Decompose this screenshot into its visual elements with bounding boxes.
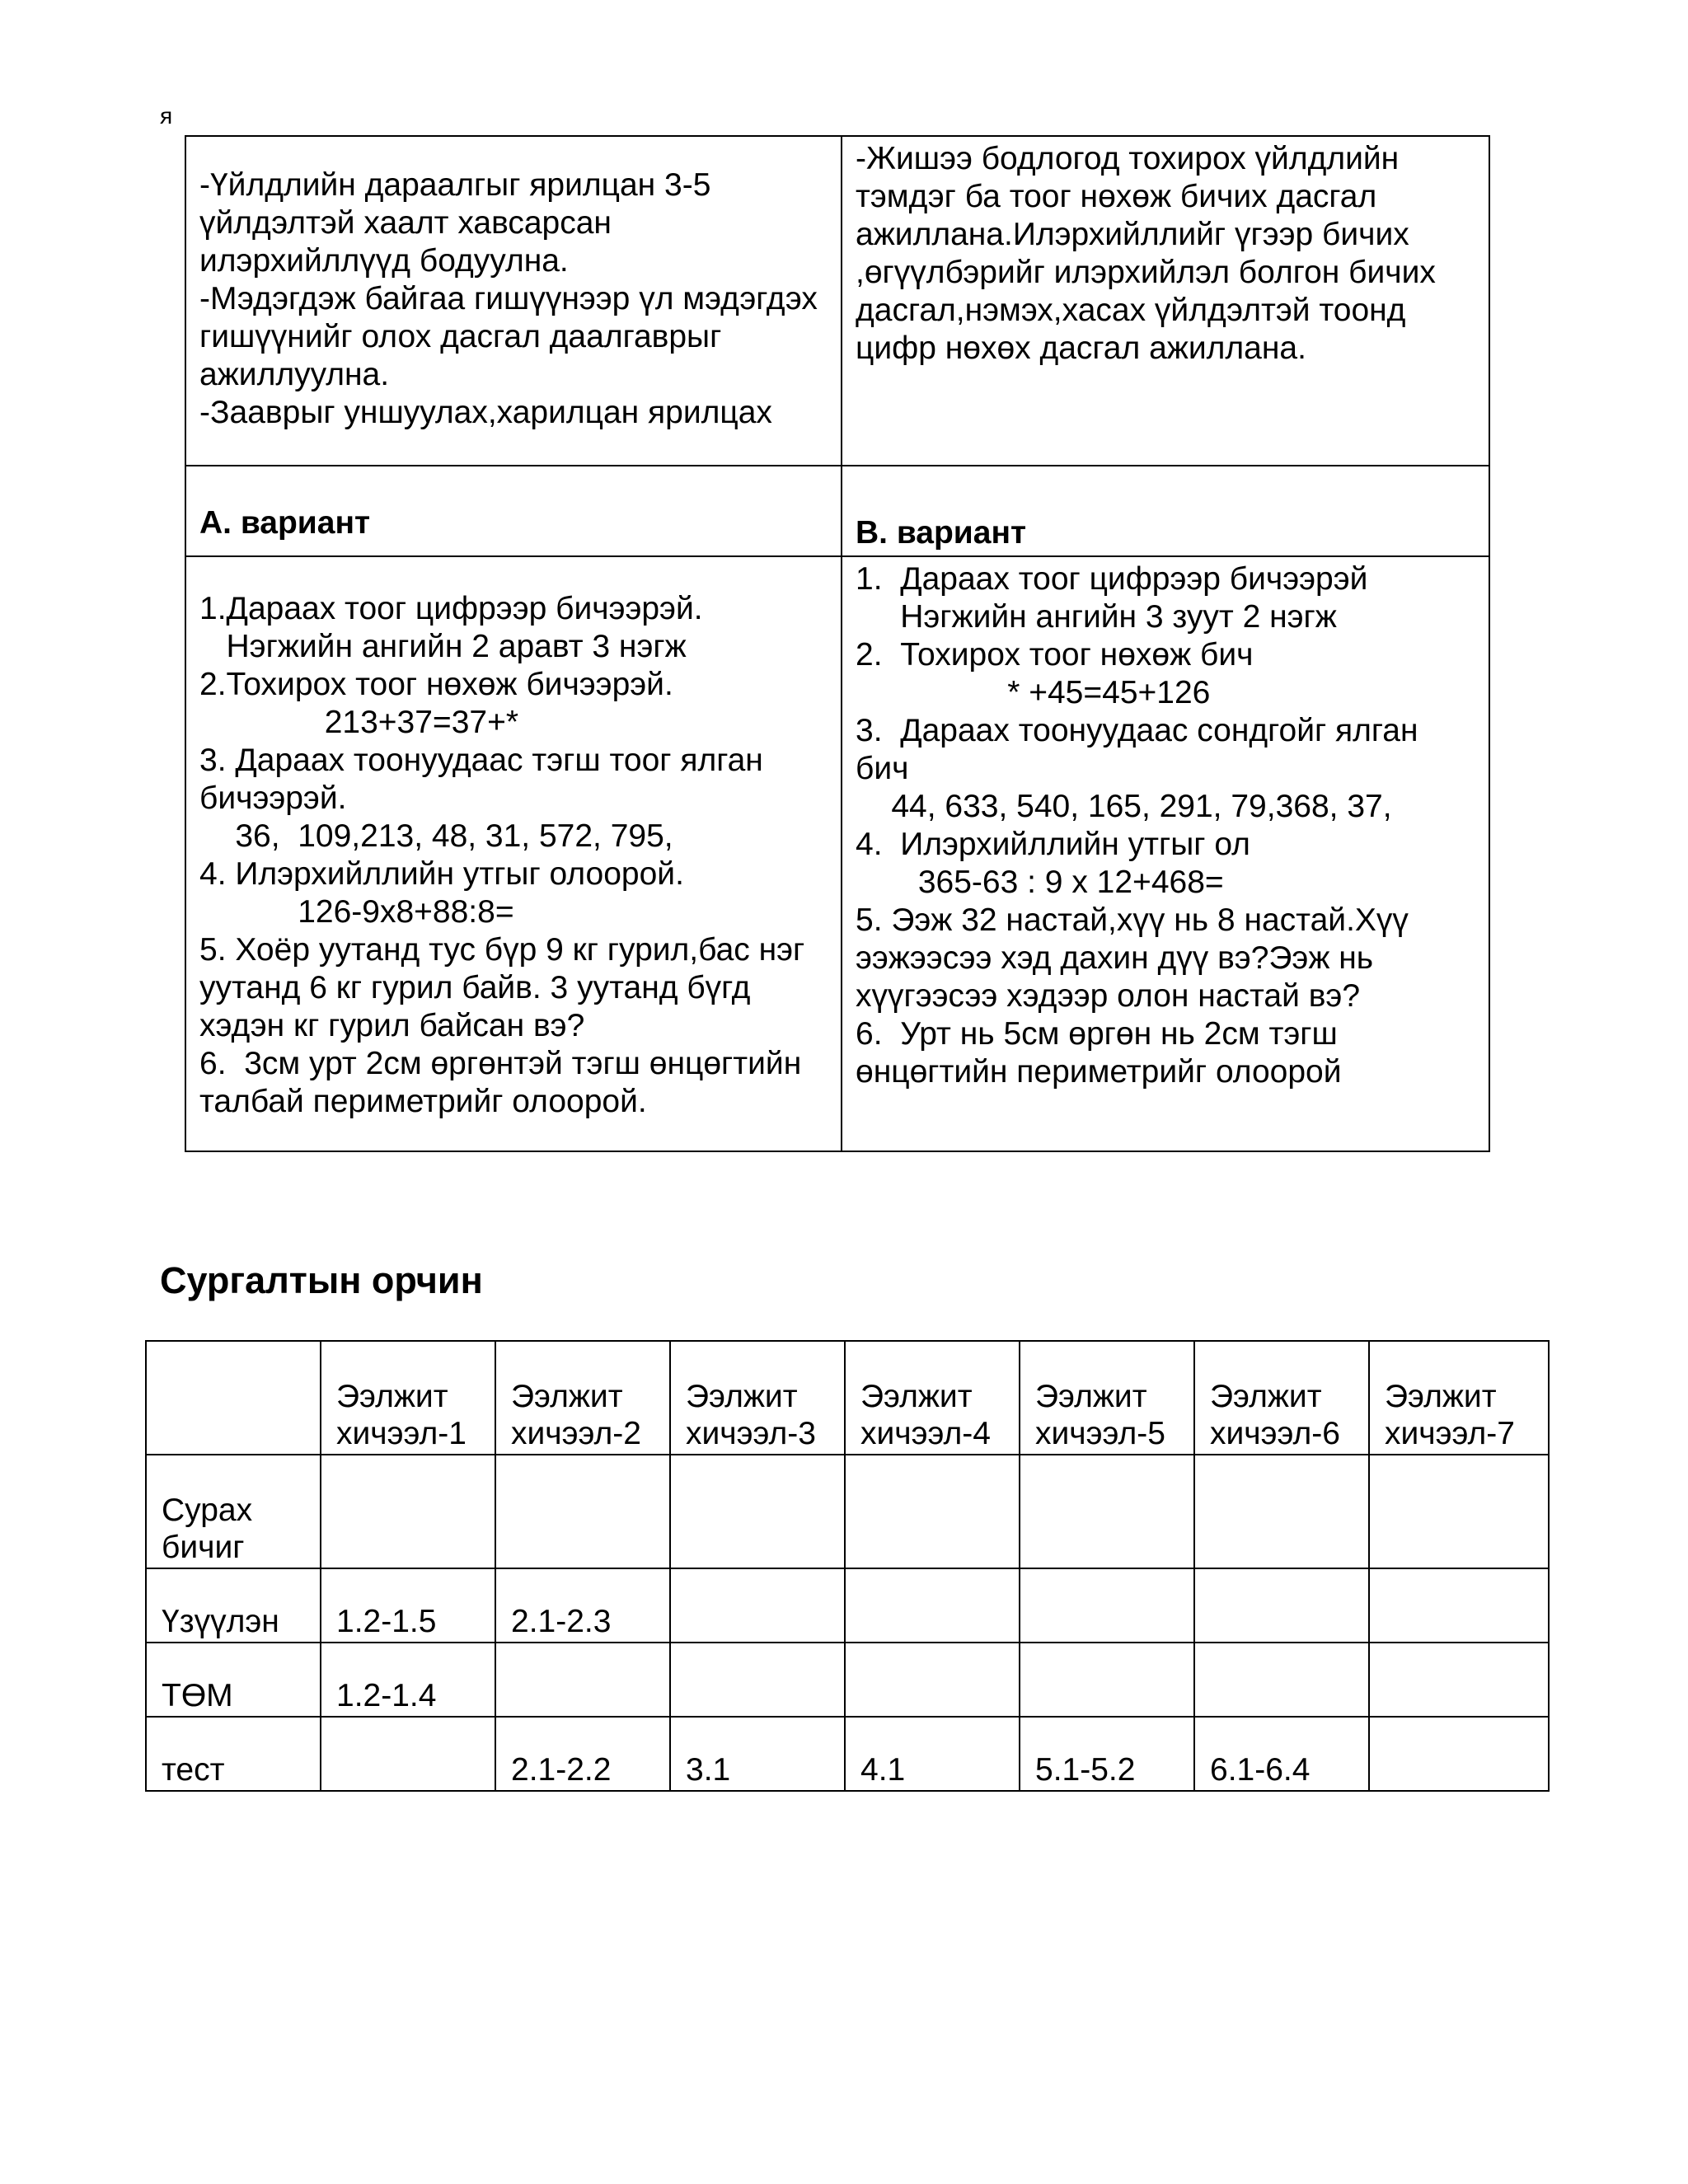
- table-cell: 3.1: [670, 1717, 845, 1791]
- header-cell: Ээлжит хичээл-7: [1369, 1341, 1549, 1455]
- intro-right-cell: -Жишээ бодлогод тохирох үйлдлийн тэмдэг ба тоог нөхөж бичих дасгал ажиллана.Илэрхийллийг үгээр бичих ,өгүүлбэрийг илэрхийлэл болгон бичих дасгал,нэмэх,хасах үйлдэлтэй тоонд цифр нөхөх дасгал ажиллана.: [842, 136, 1489, 466]
- table-cell: 1.2-1.5: [321, 1568, 495, 1643]
- table-cell: [1194, 1643, 1369, 1717]
- table-cell: [845, 1568, 1020, 1643]
- row-label: тест: [146, 1717, 321, 1791]
- variant-b-heading: В. вариант: [842, 466, 1489, 556]
- table-cell: [845, 1643, 1020, 1717]
- intro-row: [185, 136, 1489, 466]
- table-cell: 2.1-2.3: [495, 1568, 670, 1643]
- table-cell: [1020, 1643, 1194, 1717]
- table-cell: [670, 1455, 845, 1568]
- learning-environment-title: Сургалтын орчин: [160, 1259, 483, 1301]
- task-table: [185, 135, 1490, 1152]
- table-cell: [495, 1643, 670, 1717]
- table-row: [146, 1643, 1549, 1717]
- header-cell: Ээлжит хичээл-5: [1020, 1341, 1194, 1455]
- row-label: Үзүүлэн: [146, 1568, 321, 1643]
- variant-header-row: [185, 466, 1489, 556]
- header-cell: Ээлжит хичээл-4: [845, 1341, 1020, 1455]
- table-cell: [1020, 1568, 1194, 1643]
- table-cell: [1020, 1455, 1194, 1568]
- header-cell: Ээлжит хичээл-6: [1194, 1341, 1369, 1455]
- variant-tasks-row: [185, 556, 1489, 1151]
- header-cell: [146, 1341, 321, 1455]
- table-cell: [670, 1568, 845, 1643]
- intro-left-cell: -Үйлдлийн дараалгыг ярилцан 3-5 үйлдэлтэй хаалт хавсарсан илэрхийллүүд бодуулна. -Мэдэгдэж байгаа гишүүнээр үл мэдэгдэх гишүүнийг олох дасгал даалгаврыг ажиллуулна. -Заавpыг уншуулах,харилцан ярилцах: [185, 136, 842, 466]
- table-cell: [1194, 1455, 1369, 1568]
- table-row: [146, 1717, 1549, 1791]
- table-row: [146, 1455, 1549, 1568]
- variant-a-heading: А. вариант: [185, 466, 842, 556]
- lesson-header-row: [146, 1341, 1549, 1455]
- table-cell: 1.2-1.4: [321, 1643, 495, 1717]
- row-label: Сурах бичиг: [146, 1455, 321, 1568]
- table-cell: 4.1: [845, 1717, 1020, 1791]
- table-cell: [1369, 1568, 1549, 1643]
- table-cell: [1194, 1568, 1369, 1643]
- variant-a-tasks: 1.Дараах тоог цифрээр бичээрэй. Нэгжийн ангийн 2 аравт 3 нэгж 2.Тохирох тоог нөхөж бичээрэй. 213+37=37+* 3. Дараах тоонуудаас тэгш тоог ялган бичээрэй. 36, 109,213, 48, 31, 572, 795, 4. Илэрхийллийн утгыг олоорой. 126-9х8+88:8= 5. Хоёр уутанд тус бүр 9 кг гурил,бас нэг уутанд 6 кг гурил байв. 3 уутанд бүгд хэдэн кг гурил байсан вэ? 6. 3см урт 2см өргөнтэй тэгш өнцөгтийн талбай периметрийг олоорой.: [185, 556, 842, 1151]
- table-cell: [321, 1455, 495, 1568]
- table-cell: 2.1-2.2: [495, 1717, 670, 1791]
- header-cell: Ээлжит хичээл-2: [495, 1341, 670, 1455]
- header-cell: Ээлжит хичээл-1: [321, 1341, 495, 1455]
- table-cell: [495, 1455, 670, 1568]
- header-cell: Ээлжит хичээл-3: [670, 1341, 845, 1455]
- table-cell: [321, 1717, 495, 1791]
- table-cell: 5.1-5.2: [1020, 1717, 1194, 1791]
- row-label: ТӨМ: [146, 1643, 321, 1717]
- table-cell: 6.1-6.4: [1194, 1717, 1369, 1791]
- table-cell: [1369, 1717, 1549, 1791]
- table-cell: [845, 1455, 1020, 1568]
- table-cell: [670, 1643, 845, 1717]
- table-cell: [1369, 1643, 1549, 1717]
- learning-environment-table: [145, 1340, 1550, 1792]
- corner-mark: я: [160, 103, 173, 129]
- variant-b-tasks: 1. Дараах тоог цифрээр бичээрэй Нэгжийн ангийн 3 зуут 2 нэгж 2. Тохирох тоог нөхөж бич * +45=45+126 3. Дараах тоонуудаас сондгойг ялган бич 44, 633, 540, 165, 291, 79,368, 37, 4. Илэрхийллийн утгыг ол 365-63 : 9 х 12+468= 5. Ээж 32 настай,хүү нь 8 настай.Хүү ээжээсээ хэд дахин дүү вэ?Ээж нь хүүгээсээ хэдээр олон настай вэ? 6. Урт нь 5см өргөн нь 2см тэгш өнцөгтийн периметрийг олоорой: [842, 556, 1489, 1151]
- table-cell: [1369, 1455, 1549, 1568]
- table-row: [146, 1568, 1549, 1643]
